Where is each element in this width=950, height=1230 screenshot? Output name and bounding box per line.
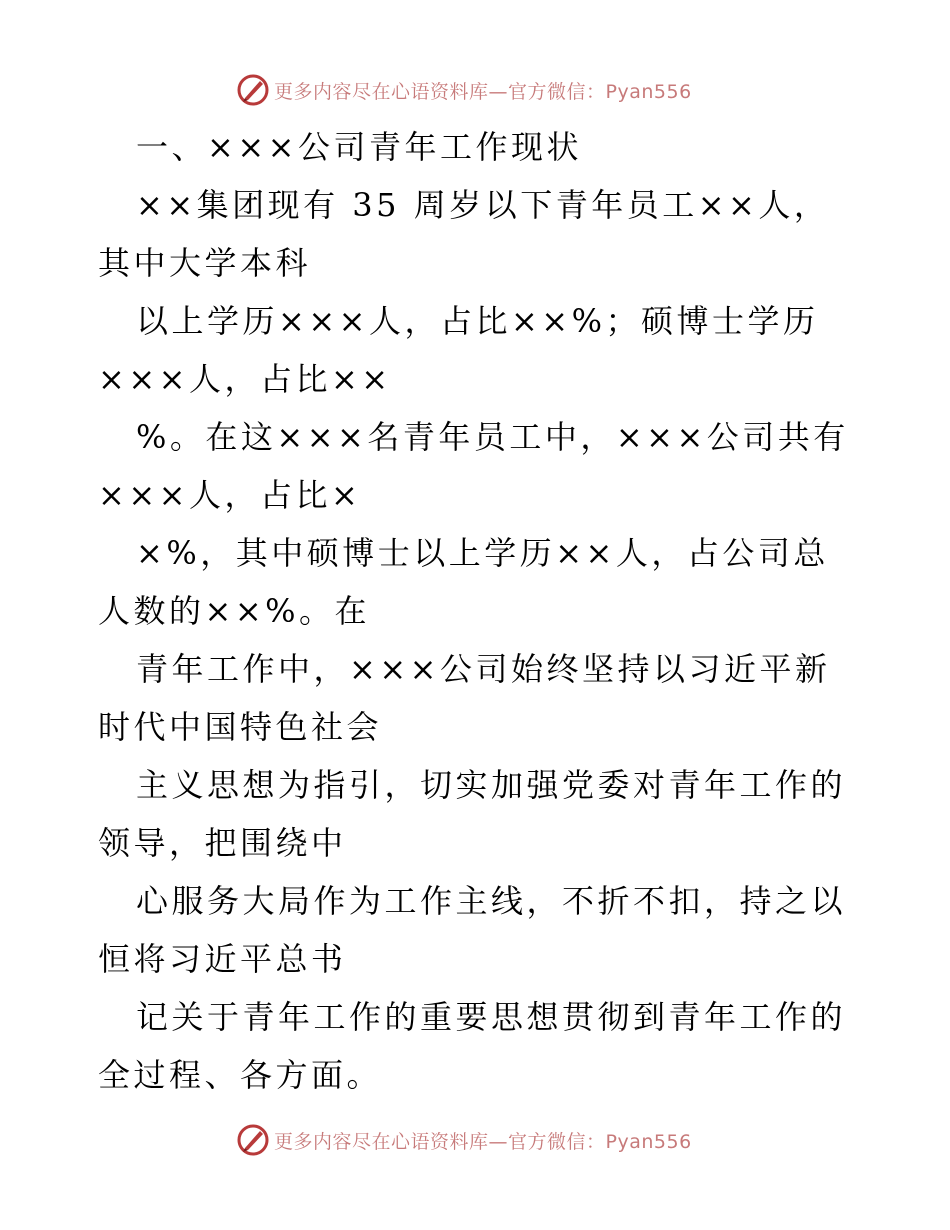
header-watermark — [236, 72, 692, 108]
quill-pen-logo-icon — [236, 73, 270, 107]
body-paragraph: 青年工作中，×××公司始终坚持以习近平新时代中国特色社会 — [98, 650, 831, 746]
body-paragraph: 以上学历×××人，占比××%；硕博士学历×××人，占比×× — [98, 302, 819, 398]
document-body — [98, 118, 858, 1104]
body-paragraph: 心服务大局作为工作主线，不折不扣，持之以恒将习近平总书 — [98, 882, 847, 978]
watermark-text: 更多内容尽在心语资料库—官方微信：Pyan556 — [274, 80, 692, 103]
footer-watermark — [236, 1122, 692, 1158]
body-paragraph: ×%，其中硕博士以上学历××人，占公司总人数的××%。在 — [98, 534, 829, 630]
body-paragraph: ××集团现有 35 周岁以下青年员工××人，其中大学本科 — [98, 186, 830, 282]
section-heading: 一、×××公司青年工作现状 — [136, 128, 582, 166]
body-paragraph: 主义思想为指引，切实加强党委对青年工作的领导，把围绕中 — [98, 766, 847, 862]
quill-pen-logo-icon — [236, 1123, 270, 1157]
body-paragraph: 记关于青年工作的重要思想贯彻到青年工作的全过程、各方面。 — [98, 998, 847, 1094]
watermark-text: 更多内容尽在心语资料库—官方微信：Pyan556 — [274, 1130, 692, 1153]
body-paragraph: %。在这×××名青年员工中，×××公司共有×××人，占比× — [98, 418, 849, 514]
